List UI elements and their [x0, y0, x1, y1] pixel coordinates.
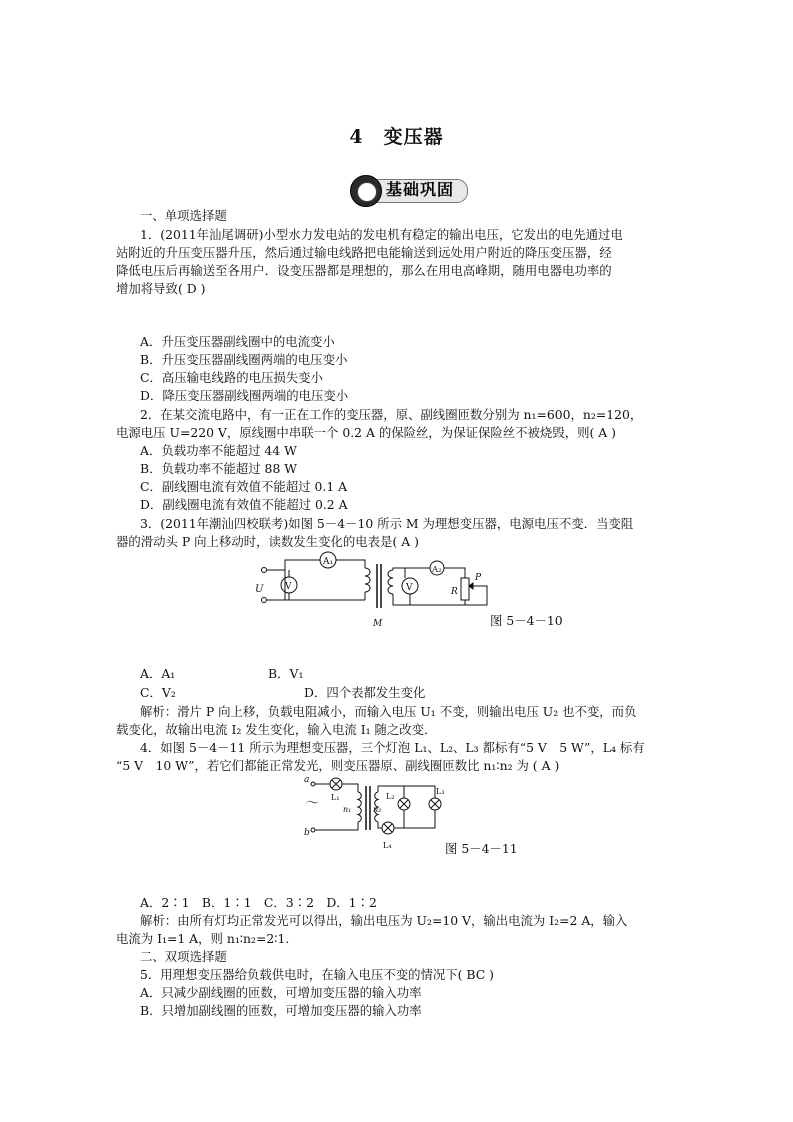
- secondary-turns-label: n₂: [373, 805, 382, 814]
- question-5-option: B．只增加副线圈的匝数，可增加变压器的输入功率: [140, 1003, 422, 1018]
- question-1-line: 增加将导致( D ): [116, 281, 206, 296]
- question-1-line: 降低电压后再输送至各用户．设变压器都是理想的，那么在用电高峰期，随用电器电功率的: [116, 263, 612, 278]
- question-3-option: D．四个表都发生变化: [304, 685, 426, 700]
- terminal-a-label: a: [304, 775, 310, 785]
- question-2-option: B．负载功率不能超过 88 W: [140, 461, 298, 476]
- rheostat-icon: [461, 578, 469, 600]
- primary-coil-icon: [365, 568, 370, 600]
- circuit-figure-5-4-10: [255, 550, 495, 630]
- question-1-option: B．升压变压器副线圈两端的电压变小: [140, 352, 348, 367]
- question-2-line: 2．在某交流电路中，有一正在工作的变压器，原、副线圈匝数分别为 n₁=600，n₂=120，: [140, 407, 643, 422]
- resistor-label: R: [451, 587, 458, 597]
- question-3-option: B．V₁: [268, 666, 304, 681]
- figure-caption: 图 5－4－10: [490, 613, 563, 628]
- question-5-option: A．只减少副线圈的匝数，可增加变压器的输入功率: [140, 985, 422, 1000]
- question-1-line: 站附近的升压变压器升压，然后通过输电线路把电能输送到远处用户附近的降压变压器，经: [116, 245, 612, 260]
- lamp-l2-label: L₂: [386, 792, 395, 801]
- primary-turns-label: n₁: [343, 805, 352, 814]
- lamp-l4-label: L₄: [383, 841, 392, 850]
- lamp-l1-label: L₁: [331, 793, 340, 802]
- voltmeter-v1-label: V: [285, 582, 292, 592]
- voltage-label: U: [255, 584, 264, 595]
- question-3-analysis: 载变化，故输出电流 I₂ 发生变化，输入电流 I₁ 随之改变．: [116, 722, 437, 737]
- question-2-option: C．副线圈电流有效值不能超过 0.1 A: [140, 479, 348, 494]
- circuit-figure-5-4-11: [300, 772, 450, 854]
- lamp-l3-label: L₃: [436, 787, 445, 796]
- question-4-analysis: 电流为 I₁=1 A，则 n₁∶n₂=2∶1.: [116, 931, 290, 946]
- badge-emblem-icon: [350, 175, 382, 207]
- question-4-line: “5 V 10 W”，若它们都能正常发光，则变压器原、副线圈匝数比 n₁∶n₂ 为 ( A ): [116, 758, 560, 773]
- ammeter-a1-label: A₁: [323, 557, 334, 567]
- question-3-line: 器的滑动头 P 向上移动时，读数发生变化的电表是( A ): [116, 534, 419, 549]
- terminal-b-label: b: [304, 828, 310, 838]
- slider-label: P: [475, 573, 482, 583]
- figure-caption: 图 5－4－11: [445, 841, 518, 856]
- question-2-line: 电源电压 U=220 V，原线圈中串联一个 0.2 A 的保险丝，为保证保险丝不被烧毁，则( A ): [116, 425, 616, 440]
- page-title: 4 变压器: [349, 126, 444, 148]
- question-1-option: C．高压输电线路的电压损失变小: [140, 370, 323, 385]
- question-3-line: 3．(2011年潮汕四校联考)如图 5－4－10 所示 M 为理想变压器，电源电压不变．当变阻: [140, 516, 634, 531]
- section-heading: 一、单项选择题: [140, 208, 227, 223]
- badge-label: 基础巩固: [386, 180, 455, 199]
- primary-coil-icon: [358, 792, 361, 822]
- ac-source-label: ～: [306, 796, 320, 811]
- question-4-line: 4．如图 5－4－11 所示为理想变压器，三个灯泡 L₁、L₂、L₃ 都标有“5 V 5 W”，L₄ 标有: [140, 740, 645, 755]
- terminal-icon: [262, 568, 267, 573]
- question-3-option: A．A₁: [140, 666, 176, 681]
- question-1-option: A．升压变压器副线圈中的电流变小: [140, 334, 335, 349]
- terminal-icon: [262, 598, 267, 603]
- question-5-line: 5．用理想变压器给负载供电时，在输入电压不变的情况下( BC ): [140, 967, 495, 982]
- question-2-option: D．副线圈电流有效值不能超过 0.2 A: [140, 497, 348, 512]
- question-4-options: A．2∶1 B．1∶1 C．3∶2 D．1∶2: [140, 895, 377, 910]
- transformer-label: M: [373, 619, 383, 629]
- question-1-line: 1．(2011年汕尾调研)小型水力发电站的发电机有稳定的输出电压，它发出的电先通过电: [140, 227, 623, 242]
- section-heading: 二、双项选择题: [140, 949, 227, 964]
- ammeter-a2-label: A₂: [432, 565, 442, 575]
- secondary-coil-icon: [388, 570, 393, 594]
- question-3-analysis: 解析：滑片 P 向上移，负载电阻减小，而输入电压 U₁ 不变，则输出电压 U₂ 也不变，而负: [140, 704, 637, 719]
- section-badge: [350, 175, 466, 207]
- question-3-option: C．V₂: [140, 685, 176, 700]
- question-1-option: D．降压变压器副线圈两端的电压变小: [140, 388, 349, 403]
- question-4-analysis: 解析：由所有灯均正常发光可以得出，输出电压为 U₂=10 V，输出电流为 I₂=2 A，输入: [140, 913, 628, 928]
- voltmeter-v2-label: V: [406, 583, 413, 593]
- question-2-option: A．负载功率不能超过 44 W: [140, 443, 297, 458]
